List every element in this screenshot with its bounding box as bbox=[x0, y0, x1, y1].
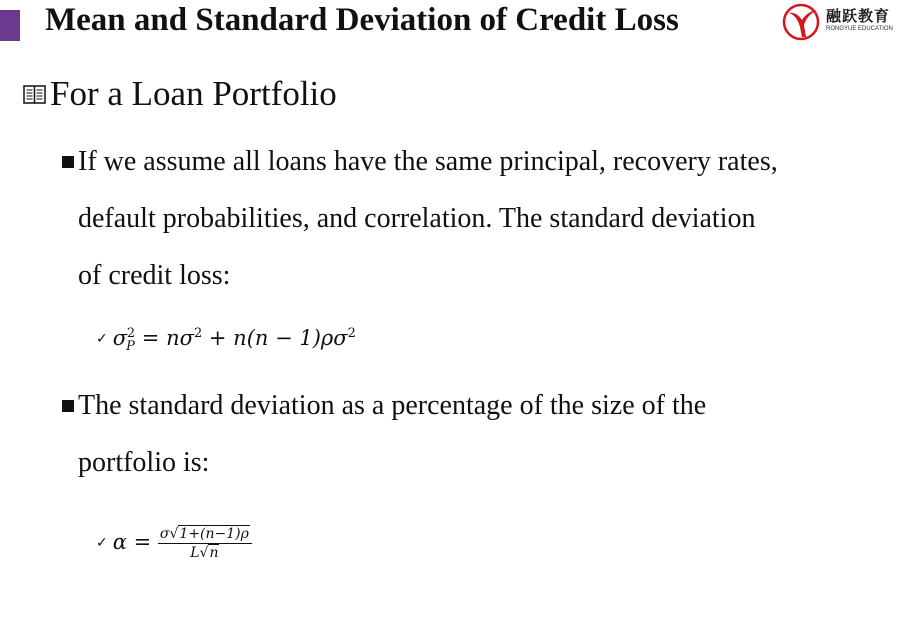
bullet-item bbox=[62, 377, 892, 491]
section-heading bbox=[23, 74, 337, 114]
bullet-text: default probabilities, and correlation. The standard deviation bbox=[78, 203, 756, 234]
formula-alpha: ✓ α = $\frac{\sigma√1+(n-1)\rho}{L√n}$ bbox=[96, 526, 252, 561]
bullet-item bbox=[62, 133, 892, 304]
fraction bbox=[158, 526, 252, 561]
bullet-text: The standard deviation as a percentage of the size of the bbox=[78, 390, 707, 421]
check-icon: ✓ bbox=[96, 331, 108, 347]
title-accent-bar bbox=[0, 10, 20, 41]
logo bbox=[781, 1, 899, 43]
square-bullet-icon bbox=[62, 156, 74, 168]
section-heading-text: For a Loan Portfolio bbox=[50, 74, 337, 113]
logo-mark-icon bbox=[781, 3, 821, 41]
square-bullet-icon bbox=[62, 400, 74, 412]
bullet-text: If we assume all loans have the same principal, recovery rates, bbox=[78, 146, 778, 177]
bullet-text: portfolio is: bbox=[78, 447, 210, 478]
check-icon: ✓ bbox=[96, 535, 108, 551]
bullet-text: of credit loss: bbox=[78, 260, 231, 291]
logo-text-en: RONGYUE EDUCATION bbox=[826, 26, 893, 32]
fraction-numerator: σ√1+(n−1)ρ bbox=[158, 526, 252, 544]
formula-variance: ✓ $\sigma_P^2 = n\sigma^2 + n(n - 1)\rho\sigma^2$ bbox=[96, 326, 356, 355]
slide-title: Mean and Standard Deviation of Credit Loss bbox=[45, 2, 679, 38]
logo-text-cn: 融跃教育 bbox=[826, 7, 891, 25]
fraction-denominator: L√n bbox=[190, 545, 219, 561]
book-icon bbox=[23, 85, 46, 104]
